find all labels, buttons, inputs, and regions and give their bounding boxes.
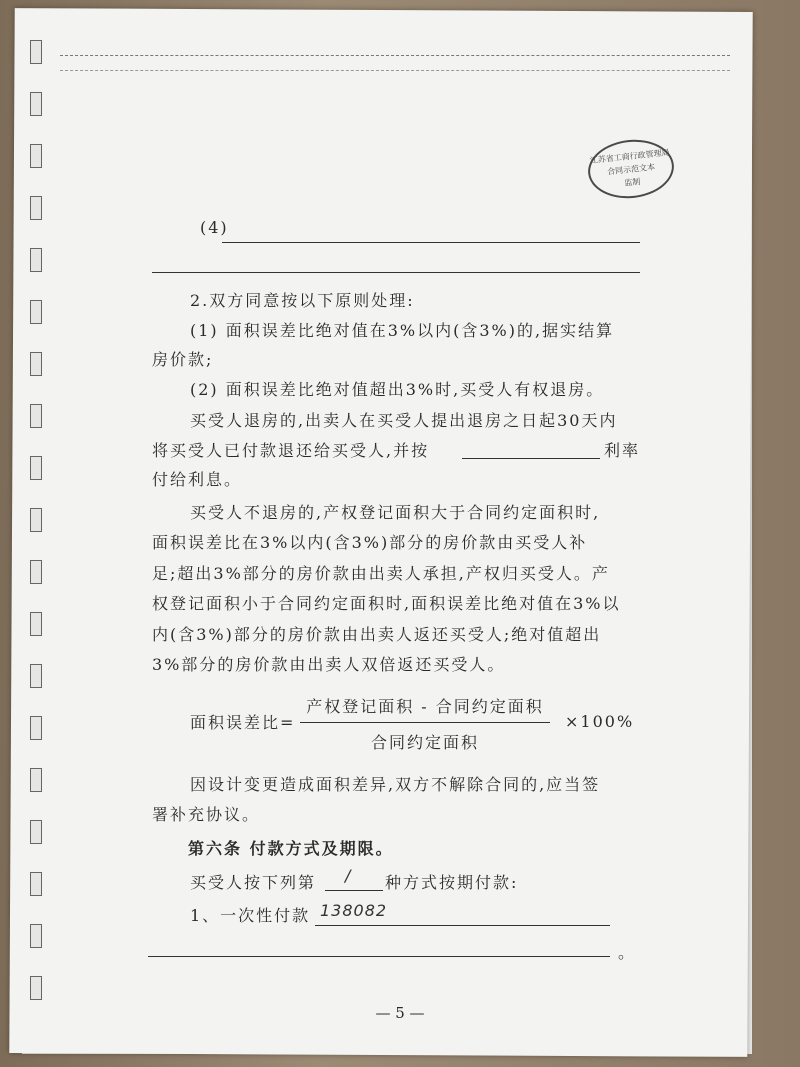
paragraph-4e: 内(含3%)部分的房价款由出卖人返还买受人;绝对值超出 <box>152 625 602 644</box>
payment-method-fill: / <box>345 866 352 885</box>
header-rule <box>60 55 730 71</box>
paragraph-2-1a: (1) 面积误差比绝对值在3%以内(含3%)的,据实结算 <box>190 321 615 340</box>
paragraph-5b: 署补充协议。 <box>152 805 261 824</box>
item-4-blank <box>222 242 640 243</box>
official-seal-stamp: 江苏省工商行政管理局 合同示范文本 监制 <box>585 136 677 203</box>
article-6-title: 第六条 付款方式及期限。 <box>188 839 394 858</box>
formula-numerator: 产权登记面积 - 合同约定面积 <box>306 697 544 716</box>
payment-method-blank <box>325 890 383 891</box>
paragraph-4b: 面积误差比在3%以内(含3%)部分的房价款由买受人补 <box>152 533 588 552</box>
formula-fraction-bar <box>300 722 550 723</box>
paragraph-3b-post: 利率 <box>604 441 641 460</box>
paragraph-2-2: (2) 面积误差比绝对值超出3%时,买受人有权退房。 <box>190 380 605 399</box>
paragraph-2-1b: 房价款; <box>152 350 214 369</box>
paragraph-3a: 买受人退房的,出卖人在买受人提出退房之日起30天内 <box>190 411 618 430</box>
page-number: — 5 — <box>375 1004 425 1022</box>
binding-holes <box>30 40 44 1020</box>
paragraph-5a: 因设计变更造成面积差异,双方不解除合同的,应当签 <box>190 775 601 794</box>
item-4-label: (4) <box>200 218 229 237</box>
item-4-blank-2 <box>152 272 640 273</box>
lump-sum-end: 。 <box>618 943 637 962</box>
paragraph-6-pre: 买受人按下列第 <box>190 873 317 892</box>
paragraph-3b-pre: 将买受人已付款退还给买受人,并按 <box>152 441 430 460</box>
interest-rate-blank <box>462 458 600 459</box>
formula-label: 面积误差比= <box>190 713 296 732</box>
paragraph-4d: 权登记面积小于合同约定面积时,面积误差比绝对值在3%以 <box>152 594 621 613</box>
lump-sum-blank-2 <box>148 956 610 957</box>
paragraph-4c: 足;超出3%部分的房价款由出卖人承担,产权归买受人。产 <box>152 564 610 583</box>
lump-sum-handwritten: 138082 <box>320 901 388 920</box>
formula-multiplier: ×100% <box>565 712 635 731</box>
paragraph-4f: 3%部分的房价款由出卖人双倍返还买受人。 <box>152 655 506 674</box>
paragraph-4a: 买受人不退房的,产权登记面积大于合同约定面积时, <box>190 503 601 522</box>
paragraph-3c: 付给利息。 <box>152 470 243 489</box>
paragraph-2-label: 2.双方同意按以下原则处理: <box>190 291 415 310</box>
lump-sum-blank <box>315 925 610 926</box>
formula-denominator: 合同约定面积 <box>370 733 479 752</box>
lump-sum-label: 1、一次性付款 <box>190 906 311 925</box>
paragraph-6-post: 种方式按期付款: <box>385 873 519 892</box>
